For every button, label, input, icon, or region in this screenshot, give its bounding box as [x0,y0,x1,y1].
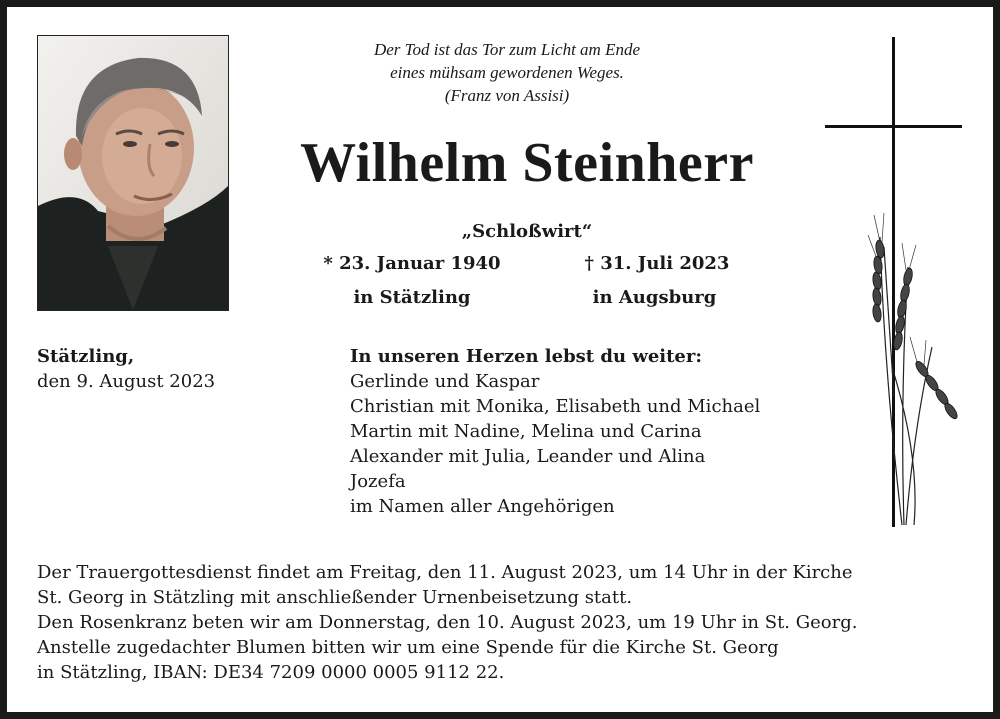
notice-line: in Stätzling, IBAN: DE34 7209 0000 0005 9112 22. [37,662,505,683]
mourner-line: Martin mit Nadine, Melina und Carina [350,421,702,442]
mourner-line: Gerlinde und Kaspar [350,371,540,392]
quote-attribution: (Franz von Assisi) [444,86,570,105]
death-place: in Augsburg [592,287,717,308]
mourners-heading: In unseren Herzen lebst du weiter: [350,346,703,367]
mourner-line: im Namen aller Angehörigen [350,496,615,517]
notice-line: Der Trauergottesdienst findet am Freitag, den 11. August 2023, um 14 Uhr in der Kirche [37,562,853,583]
quote-line: eines mühsam gewordenen Weges. [390,63,624,82]
mourner-line: Jozefa [350,471,406,492]
mourner-line: Alexander mit Julia, Leander und Alina [350,446,706,467]
birth-date: * 23. Januar 1940 [323,253,501,274]
mourners-list [350,344,760,519]
cross-icon [825,37,962,527]
cross-with-wheat-icon [822,37,972,537]
sender-place: Stätzling, [37,346,135,367]
sender-date: den 9. August 2023 [37,371,216,392]
bible-quote [307,38,707,107]
quote-line: Der Tod ist das Tor zum Licht am Ende [373,40,641,59]
notice-line: St. Georg in Stätzling mit anschließender Urnenbeisetzung statt. [37,587,633,608]
portrait-photo [37,35,229,311]
deceased-name: Wilhelm Steinherr [300,132,754,194]
deceased-nickname: „Schloßwirt“ [461,221,593,242]
notice-line: Anstelle zugedachter Blumen bitten wir um eine Spende für die Kirche St. Georg [37,637,779,658]
birth-place: in Stätzling [353,287,471,308]
mourner-line: Christian mit Monika, Elisabeth und Michael [350,396,761,417]
notice-line: Den Rosenkranz beten wir am Donnerstag, den 10. August 2023, um 19 Uhr in St. Georg. [37,612,858,633]
service-notice [37,560,967,685]
death-date: † 31. Juli 2023 [584,253,730,274]
